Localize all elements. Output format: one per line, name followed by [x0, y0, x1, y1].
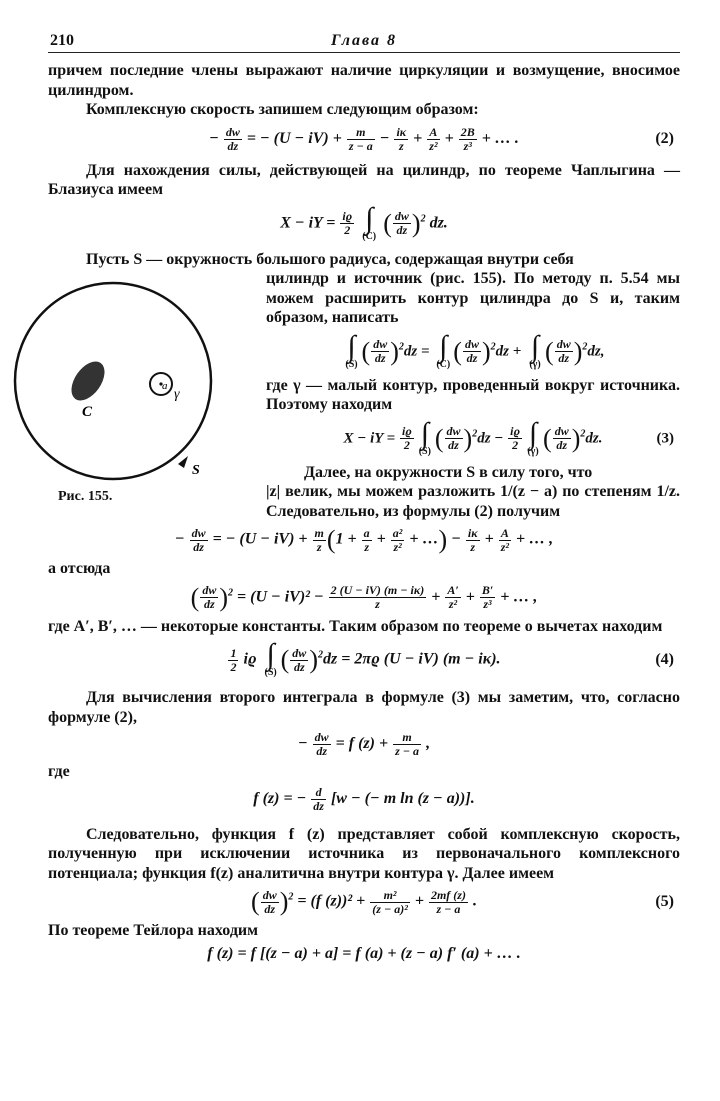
equation-4: $\frac{1}{2}$ iϱ ∫ (S) ( $\frac{dw}{dz}$ )$^2$dz = 2πϱ (U − iV) (m − iκ). (4) [230, 638, 674, 678]
cylinder-c [65, 356, 112, 407]
paragraph: а отсюда [48, 560, 111, 577]
paragraph: причем последние члены выражают наличие циркуляции и возмущение, вносимое цилиндром. [48, 62, 680, 99]
paragraph: где A′, B′, … — некоторые константы. Таким образом по теореме о вычетах находим [48, 617, 663, 635]
equation-taylor: f (z) = f [(z − a) + a] = f (a) + (z − a) f′ (a) + … . [207, 944, 521, 962]
paragraph: Далее, на окружности S в силу того, что [304, 463, 593, 481]
label-s: S [192, 463, 200, 478]
equation-contour: ∫ (S) ( $\frac{dw}{dz}$ )$^2$dz = ∫ (C) ( $\frac{dw}{dz}$ )$^2$dz + ∫ (γ) ( $\frac{dw}{dz}$ )$^2$dz, [345, 329, 605, 370]
outer-circle-s [15, 283, 211, 479]
equation-2: − $\frac{dw}{dz}$ = − (U − iV) + $\frac{m}{z - a}$ − $\frac{i\kappa}{z}$ + $\frac{A}{\text{z²}}$ + $\frac{2B}{\text{z³}}$ + … . (2) [209, 124, 674, 153]
equation-dwdz: − $\frac{dw}{dz}$ = f (z) + $\frac{m}{z - a}$ , [297, 730, 431, 758]
paragraph: где γ — малый контур, проведенный вокруг источника. Поэтому находим [266, 376, 680, 413]
figure-caption: Рис. 155. [58, 489, 113, 504]
contour-diagram [8, 276, 218, 486]
figure-155 [8, 276, 218, 496]
label-a: a [162, 380, 168, 392]
paragraph: Для вычисления второго интеграла в формуле (3) мы заметим, что, согласно формуле (2), [48, 689, 680, 726]
paragraph: где [48, 763, 70, 780]
paragraph: Пусть S — окружность большого радиуса, содержащая внутри себя [86, 250, 574, 268]
equation-3: X − iY = $\frac{iϱ}{2}$ ∫ (S) ( $\frac{dw}{dz}$ )$^2$dz − $\frac{iϱ}{2}$ ∫ (γ) ( $\frac{dw}{dz}$ )$^2$dz. (3) [343, 416, 674, 457]
equation-number: (2) [655, 130, 674, 147]
page-header [48, 30, 680, 53]
label-c: C [82, 404, 93, 420]
paragraph: По теореме Тейлора находим [48, 922, 259, 939]
equation-number: (5) [655, 893, 674, 910]
paragraph: Комплексную скорость запишем следующим образом: [86, 101, 479, 118]
book-page [48, 30, 680, 963]
paragraph: |z| велик, мы можем разложить 1/(z − a) по степеням 1/z. Следовательно, из формулы (2) получим [266, 483, 680, 520]
page-number: 210 [50, 32, 74, 49]
arrow-icon [178, 456, 188, 468]
equation-expansion: − $\frac{dw}{dz}$ = − (U − iV) + $\frac{m}{z}$ (1 + $\frac{a}{z}$ + $\frac{\text{a²}}{\text{z²}}$ + …) − $\frac{i\kappa}{z}$ + $\frac{A}{\text{z²}}$ + … , [174, 525, 554, 554]
equation-5: ( $\frac{dw}{dz}$ )$^2$ = (f (z))² + $\frac{\text{m²}}{\text{(z − a)²}}$ + $\frac{2mf (z)}{z - a}$ . (5) [251, 887, 674, 916]
equation-f: f (z) = − $\frac{d}{dz}$ [w − (− m ln (z − a))]. [253, 784, 475, 813]
equation-number: (4) [655, 651, 674, 668]
paragraph: Следовательно, функция f (z) представляет собой комплексную скорость, полученную при исключении источника из первоначального комплексного потенциала; функция f(z) аналитична внутри контура γ. Далее имеем [48, 825, 680, 882]
paragraph: Для нахождения силы, действующей на цилиндр, по теореме Чаплыгина — Блазиуса имеем [48, 161, 680, 198]
label-gamma: γ [174, 387, 180, 402]
equation-1: X − iY = $\frac{iϱ}{2}$ ∫ (C) ( $\frac{dw}{dz}$ )$^2$ dz. [280, 201, 448, 242]
chapter-title: Глава 8 [330, 32, 398, 49]
paragraph: цилиндр и источник (рис. 155). По методу п. 5.54 мы можем расширить контур цилиндра до S и, таким образом, написать [266, 270, 680, 326]
equation-square: ( $\frac{dw}{dz}$ )$^2$ = (U − iV)² − $\frac{2 (U - iV) (m - i\kappa)}{z}$ + $\frac{A'}{\text{z²}}$ + $\frac{B'}{\text{z³}}$ + … , [190, 582, 538, 612]
equation-number: (3) [656, 430, 674, 446]
